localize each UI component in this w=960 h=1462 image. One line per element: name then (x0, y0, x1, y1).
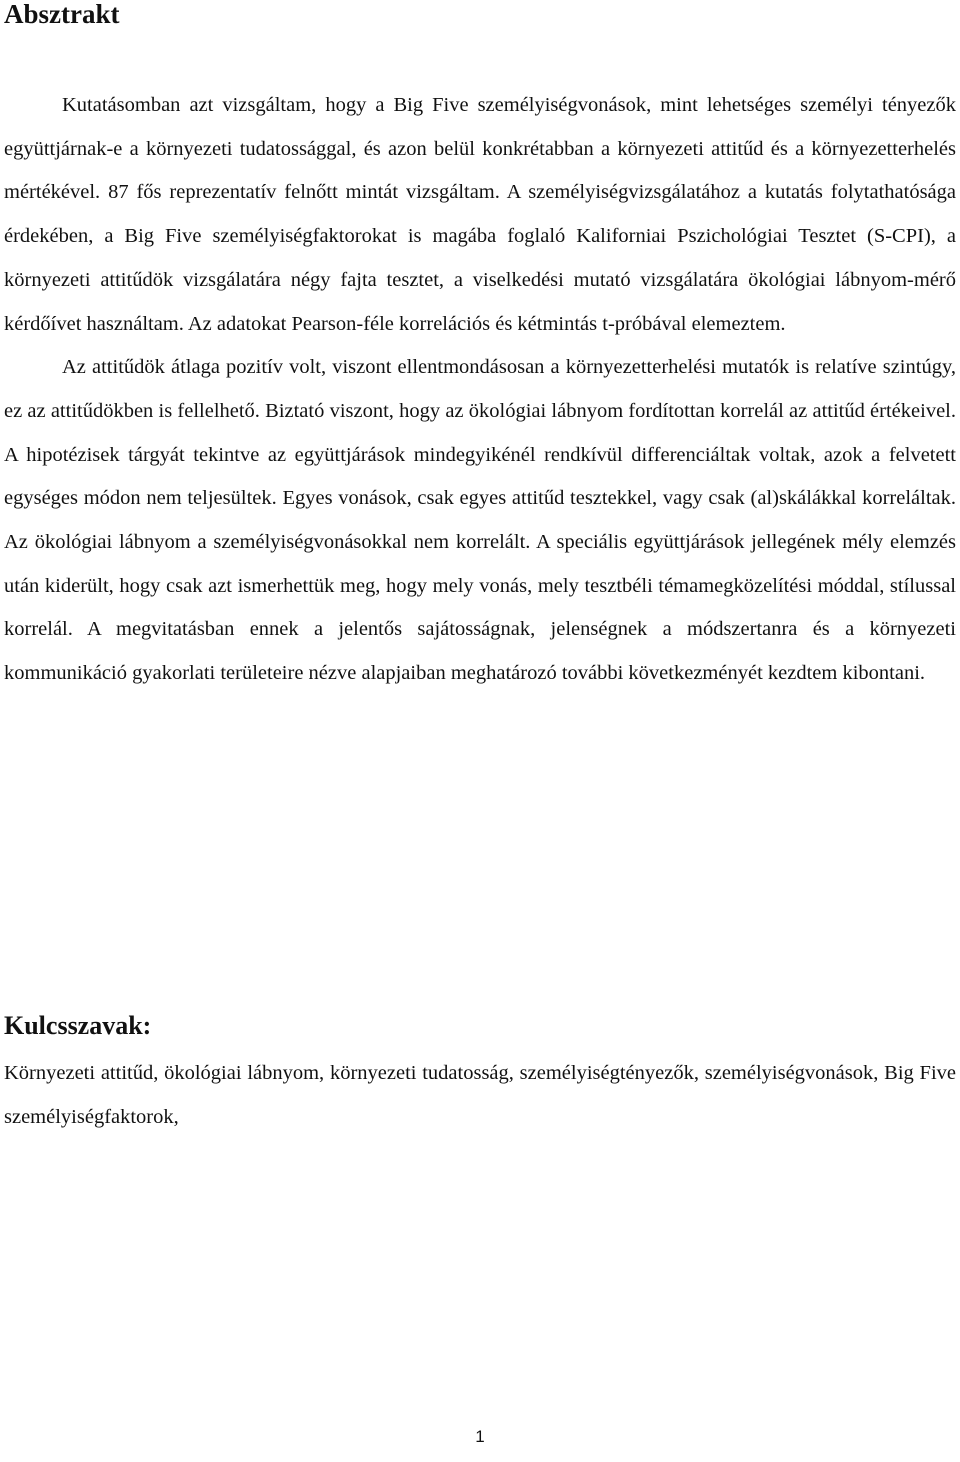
abstract-paragraph-2: Az attitűdök átlaga pozitív volt, viszont ellentmondásosan a környezetterhelési mutatók is relatíve szintúgy, ez az attitűdökben is fellelhető. Biztató viszont, hogy az ökológiai lábnyom fordítottan korrelál az attitűd értékeivel. A hipotézisek tárgyát tekintve az együttjárások mindegyikénél rendkívül differenciáltak voltak, azok a felvetett egységes módon nem teljesültek. Egyes vonások, csak egyes attitűd tesztekkel, vagy csak (al)skálákkal korreláltak. Az ökológiai lábnyom a személyiségvonásokkal nem korrelált. A speciális együttjárások jellegének mély elemzés után kiderült, hogy csak azt ismerhettük meg, hogy mely vonás, mely tesztbéli témamegközelítési móddal, stílussal korrelál. A megvitatásban ennek a jelentős sajátosságnak, jelenségnek a módszertanra és a környezeti kommunikáció gyakorlati területeire nézve alapjaiban meghatározó további következményét kezdtem kibontani. (4, 356, 956, 685)
abstract-body (4, 84, 956, 696)
keywords-list: Környezeti attitűd, ökológiai lábnyom, környezeti tudatosság, személyiségtényezők, személyiségvonások, Big Five személyiségfaktorok, (4, 1062, 956, 1128)
keywords-heading: Kulcsszavak: (4, 1011, 152, 1040)
abstract-paragraph-1: Kutatásomban azt vizsgáltam, hogy a Big Five személyiségvonások, mint lehetséges személyi tényezők együttjárnak-e a környezeti tudatossággal, és azon belül konkrétabban a környezeti attitűd és a környezetterhelés mértékével. 87 fős reprezentatív felnőtt mintát vizsgáltam. A személyiségvizsgálatához a kutatás folytathatósága érdekében, a Big Five személyiségfaktorokat is magába foglaló Kaliforniai Pszichológiai Tesztet (S-CPI), a környezeti attitűdök vizsgálatára négy fajta tesztet, a viselkedési mutató vizsgálatára ökológiai lábnyom-mérő kérdőívet használtam. Az adatokat Pearson-féle korrelációs és kétmintás t-próbával elemeztem. (4, 94, 956, 335)
page-number: 1 (475, 1427, 485, 1446)
abstract-title: Absztrakt (4, 0, 120, 29)
